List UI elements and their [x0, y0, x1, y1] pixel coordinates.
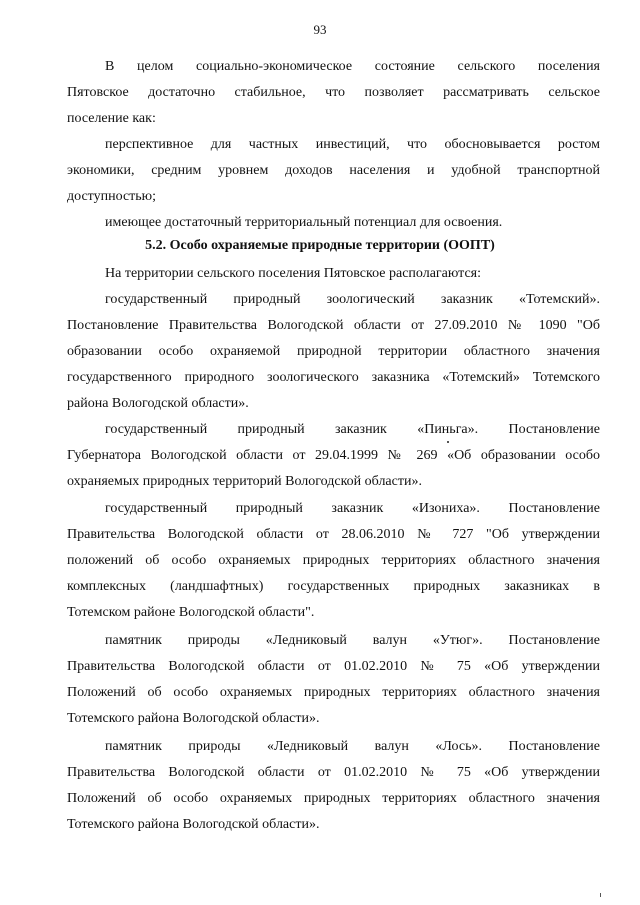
paragraph-line: памятник природы «Ледниковый валун «Утюг». Постановление — [105, 633, 600, 648]
paragraph-line: поселение как: — [67, 111, 156, 126]
paragraph-line: Пятовское достаточно стабильное, что позволяет рассматривать сельское — [67, 85, 600, 100]
paragraph-line: памятник природы «Ледниковый валун «Лось». Постановление — [105, 739, 600, 754]
page-number: 93 — [313, 22, 327, 37]
paragraph-line: комплексных (ландшафтных) государственных природных заказниках в — [67, 579, 600, 594]
paragraph-line: экономики, средним уровнем доходов населения и удобной транспортной — [67, 163, 600, 178]
paragraph-line: Положений об особо охраняемых природных территориях областного значения — [67, 791, 600, 806]
paragraph-line: государственный природный заказник «Пиньга». Постановление — [105, 422, 600, 437]
section-heading: 5.2. Особо охраняемые природные территории (ООПТ) — [145, 238, 495, 253]
paragraph-line: имеющее достаточный территориальный потенциал для освоения. — [105, 215, 503, 230]
paragraph-line: охраняемых природных территорий Вологодской области». — [67, 474, 422, 489]
paragraph-line: На территории сельского поселения Пятовское располагаются: — [105, 266, 481, 281]
paragraph-line: В целом социально-экономическое состояние сельского поселения — [105, 59, 600, 74]
paragraph-line: района Вологодской области». — [67, 396, 249, 411]
paragraph-line: положений об особо охраняемых природных территориях областного значения — [67, 553, 600, 568]
paragraph-line: Тотемского района Вологодской области». — [67, 817, 320, 832]
paragraph-line: Тотемском районе Вологодской области". — [67, 605, 315, 620]
paragraph-line: государственный природный зоологический заказник «Тотемский». — [105, 292, 600, 307]
paragraph-line: Правительства Вологодской области от 28.06.2010 № 727 "Об утверждении — [67, 527, 600, 542]
paragraph-line: Правительства Вологодской области от 01.02.2010 № 75 «Об утверждении — [67, 659, 600, 674]
paragraph-line: Губернатора Вологодской области от 29.04.1999 № 269 «Об образовании особо — [67, 448, 600, 463]
paragraph-line: Тотемского района Вологодской области». — [67, 711, 320, 726]
paragraph-line: Постановление Правительства Вологодской области от 27.09.2010 № 1090 "Об — [67, 318, 600, 333]
paragraph-line: государственного природного зоологического заказника «Тотемский» Тотемского — [67, 370, 600, 385]
paragraph-line: Правительства Вологодской области от 01.02.2010 № 75 «Об утверждении — [67, 765, 600, 780]
scan-speck — [447, 441, 449, 443]
paragraph-line: Положений об особо охраняемых природных территориях областного значения — [67, 685, 600, 700]
paragraph-line: государственный природный заказник «Изониха». Постановление — [105, 501, 600, 516]
paragraph-line: образовании особо охраняемой природной территории областного значения — [67, 344, 600, 359]
paragraph-line: перспективное для частных инвестиций, что обосновывается ростом — [105, 137, 600, 152]
scan-speck — [600, 893, 601, 897]
paragraph-line: доступностью; — [67, 189, 157, 204]
